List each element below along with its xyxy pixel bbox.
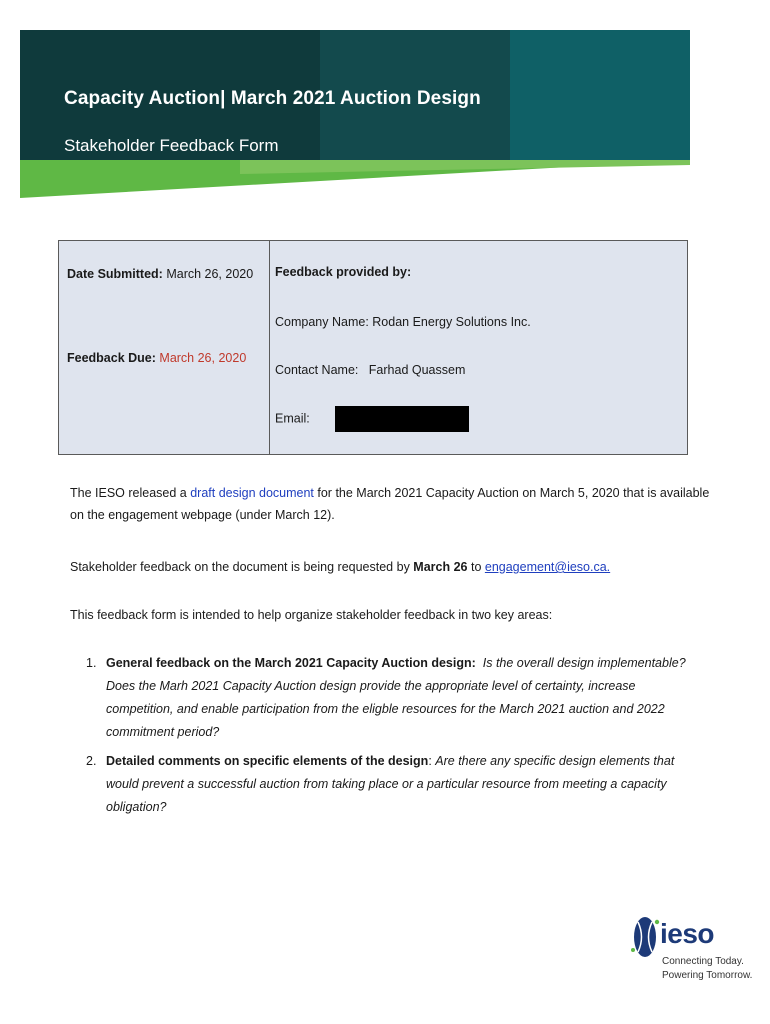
logo-tagline-1: Connecting Today. bbox=[662, 956, 744, 967]
banner-graphic bbox=[0, 30, 690, 200]
feedback-provided-by bbox=[275, 265, 411, 279]
email-label: Email: bbox=[275, 411, 310, 426]
company-name bbox=[275, 315, 531, 329]
logo-wordmark: ieso bbox=[660, 918, 715, 949]
ieso-logo bbox=[628, 908, 753, 988]
list-number: 1. bbox=[86, 656, 97, 670]
contact-name-label: Contact Name: bbox=[275, 363, 359, 377]
page-title: Capacity Auction| March 2021 Auction Design bbox=[64, 88, 481, 109]
email bbox=[275, 406, 469, 432]
header-banner bbox=[0, 30, 690, 200]
deadline: March 26 bbox=[413, 560, 468, 574]
list-number: 2. bbox=[86, 754, 97, 768]
list-item: 2. Detailed comments on specific elements of the design: Are there any specific design elements that would prevent a successful auction from taking place or a particular resource from meeting a capacity obligation? bbox=[86, 750, 706, 819]
contact-name-value: Farhad Quassem bbox=[368, 363, 466, 377]
page-subtitle: Stakeholder Feedback Form bbox=[64, 136, 279, 155]
engagement-email-link[interactable]: engagement@ieso.ca. bbox=[484, 560, 611, 574]
list-item-question: Is the overall design implementable? Does the Marh 2021 Capacity Auction design provide the appropriate level of certainty, increase competition, and enable participation from the eligble resources for the March 2021 auction and 2022 commitment period? bbox=[106, 656, 686, 739]
globe-icon bbox=[628, 912, 662, 962]
list-item bbox=[86, 652, 706, 744]
feedback-provided-by-label: Feedback provided by: bbox=[275, 265, 412, 279]
feedback-due bbox=[67, 351, 246, 365]
date-submitted-label: Date Submitted: bbox=[67, 267, 163, 281]
date-submitted-value: March 26, 2020 bbox=[166, 267, 254, 281]
submission-info-box bbox=[58, 240, 688, 455]
contact-name bbox=[275, 363, 465, 377]
company-name-label: Company Name: bbox=[275, 315, 369, 329]
logo-tagline-2: Powering Tomorrow. bbox=[662, 970, 753, 981]
feedback-due-label: Feedback Due: bbox=[67, 351, 156, 365]
request-paragraph: Stakeholder feedback on the document is being requested by March 26 to engagement@ieso.ca. bbox=[70, 560, 611, 574]
company-name-value: Rodan Energy Solutions Inc. bbox=[372, 315, 531, 329]
list-item-heading: Detailed comments on specific elements of the design bbox=[106, 754, 429, 768]
feedback-due-value: March 26, 2020 bbox=[159, 351, 247, 365]
draft-design-document-link[interactable]: draft design document bbox=[190, 486, 314, 500]
date-submitted bbox=[67, 267, 253, 281]
list-item-heading: General feedback on the March 2021 Capacity Auction design: bbox=[106, 656, 476, 670]
email-redaction bbox=[335, 406, 469, 432]
info-divider bbox=[269, 241, 270, 454]
list-item-question: Are there any specific design elements that would prevent a successful auction from taking place or a particular resource from meeting a capacity obligation? bbox=[106, 754, 675, 814]
purpose-paragraph: This feedback form is intended to help organize stakeholder feedback in two key areas: bbox=[70, 608, 553, 622]
intro-paragraph: The IESO released a draft design document for the March 2021 Capacity Auction on March 5, 2020 that is available on the engagement webpage (under March 12). bbox=[70, 486, 710, 522]
